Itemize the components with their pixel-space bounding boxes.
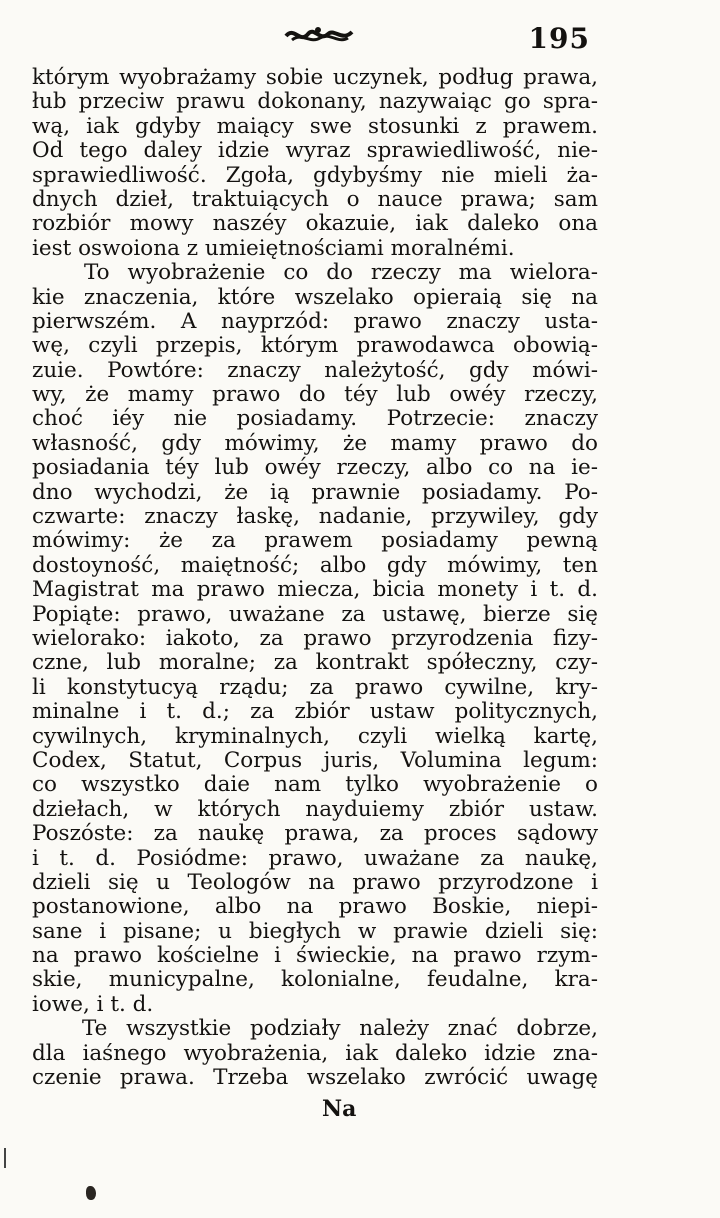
text-line: dziełach, w których nayduiemy zbiór ustaw. xyxy=(32,796,598,822)
text-line: posiadania téy lub owéy rzeczy, albo co na ie- xyxy=(32,455,598,481)
text-line: skie, municypalne, kolonialne, feudalne, kra- xyxy=(32,967,598,993)
text-line: zuie. Powtóre: znaczy należytość, gdy mówi- xyxy=(32,357,598,383)
text-line: czne, lub moralne; za kontrakt spółeczny, czy- xyxy=(32,650,598,676)
text-line: wy, że mamy prawo do téy lub owéy rzeczy, xyxy=(32,382,598,408)
printer-ornament-icon xyxy=(284,22,354,46)
text-line: li konstytucyą rządu; za prawo cywilne, kry- xyxy=(32,674,598,700)
text-line: Magistrat ma prawo miecza, bicia monety i t. d. xyxy=(32,577,598,603)
body-text xyxy=(32,66,598,1090)
text-line: sane i pisane; u biegłych w prawie dzieli się: xyxy=(32,918,598,944)
text-line: rozbiór mowy naszéy okazuie, iak daleko ona xyxy=(32,211,598,237)
text-line: Codex, Statut, Corpus juris, Volumina legum: xyxy=(32,747,598,773)
text-line: choć iéy nie posiadamy. Potrzecie: znaczy xyxy=(32,406,598,432)
text-line: dzieli się u Teologów na prawo przyrodzone i xyxy=(32,869,598,895)
text-line: i t. d. Posiódme: prawo, uważane za naukę, xyxy=(32,845,598,871)
text-line: dno wychodzi, że ią prawnie posiadamy. Po- xyxy=(32,479,598,505)
paragraph-start-line: To wyobrażenie co do rzeczy ma wielora- xyxy=(84,260,598,286)
text-line: iest oswoiona z umieiętnościami moralnémi. xyxy=(32,235,515,261)
text-line: pierwszém. A nayprzód: prawo znaczy usta- xyxy=(32,308,598,334)
text-line: czwarte: znaczy łaskę, nadanie, przywiley, gdy xyxy=(32,504,598,530)
text-line: wą, iak gdyby maiący swe stosunki z prawem. xyxy=(32,113,598,139)
text-line: Od tego daley idzie wyraz sprawiedliwość, nie- xyxy=(32,138,598,164)
text-line: kie znaczenia, które wszelako opieraią się na xyxy=(32,284,598,310)
text-line: sprawiedliwość. Zgoła, gdybyśmy nie mieli ża- xyxy=(32,162,598,188)
text-line: postanowione, albo na prawo Boskie, niepi- xyxy=(32,894,598,920)
text-line: dostoyność, maiętność; albo gdy mówimy, ten xyxy=(32,552,598,578)
text-line: cywilnych, kryminalnych, czyli wielką kartę, xyxy=(32,723,598,749)
text-line: mówimy: że za prawem posiadamy pewną xyxy=(32,528,598,554)
text-line: własność, gdy mówimy, że mamy prawo do xyxy=(32,430,598,456)
text-line: wę, czyli przepis, którym prawodawca obowią- xyxy=(32,333,598,359)
text-line: Popiąte: prawo, uważane za ustawę, bierze się xyxy=(32,601,598,627)
catchword: Na xyxy=(322,1096,357,1122)
text-line: iowe, i t. d. xyxy=(32,991,154,1017)
text-line: czenie prawa. Trzeba wszelako zwrócić uwagę xyxy=(32,1065,598,1091)
page-number: 195 xyxy=(528,22,590,55)
text-line: na prawo kościelne i świeckie, na prawo rzym- xyxy=(32,943,598,969)
text-line: którym wyobrażamy sobie uczynek, podług prawa, xyxy=(32,65,598,90)
text-line: co wszystko daie nam tylko wyobrażenie o xyxy=(32,772,598,798)
text-line: dla iaśnego wyobrażenia, iak daleko idzie zna- xyxy=(32,1040,598,1066)
text-line: wielorako: iakoto, za prawo przyrodzenia fizy- xyxy=(32,625,598,651)
paragraph-start-line: Te wszystkie podziały należy znać dobrze, xyxy=(82,1016,598,1042)
text-line: dnych dzieł, traktuiących o nauce prawa; sam xyxy=(32,186,598,212)
margin-mark xyxy=(4,1148,6,1168)
text-line: minalne i t. d.; za zbiór ustaw politycznych, xyxy=(32,699,598,725)
text-line: łub przeciw prawu dokonany, nazywaiąc go spra- xyxy=(32,89,598,115)
ink-smudge xyxy=(86,1186,96,1200)
text-line: Poszóste: za naukę prawa, za proces sądowy xyxy=(32,821,598,847)
